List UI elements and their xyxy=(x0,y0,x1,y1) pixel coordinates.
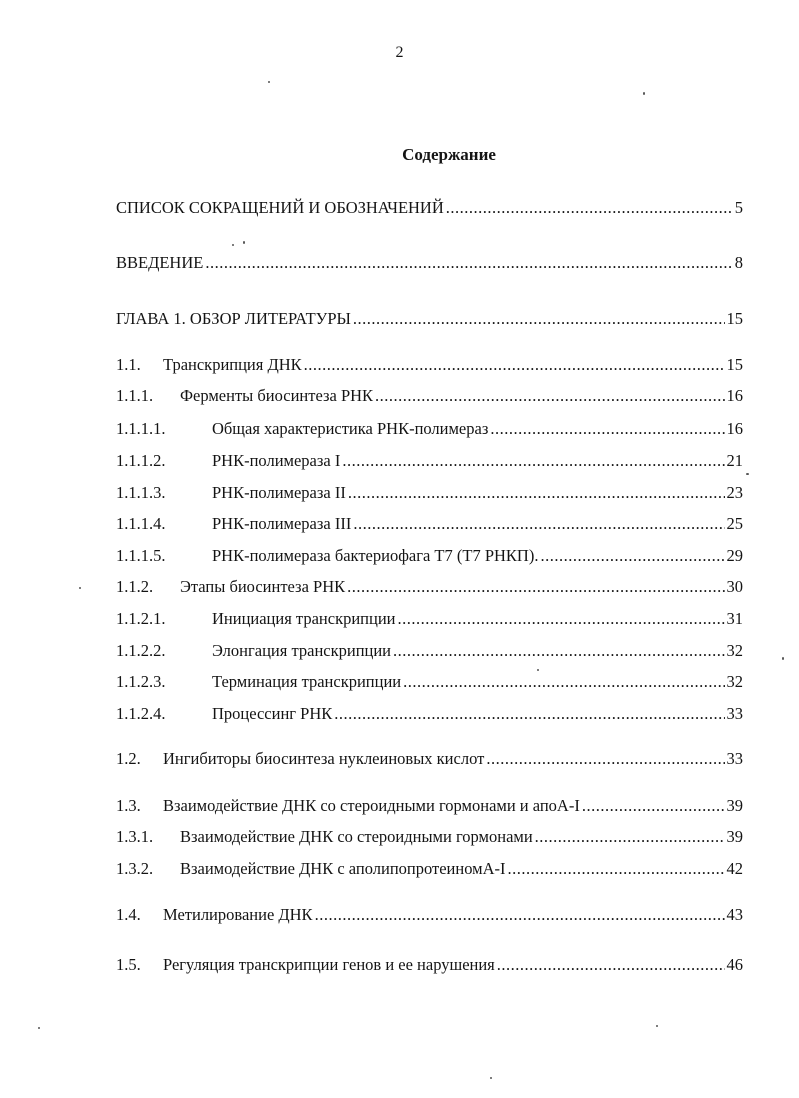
toc-leader-dots xyxy=(348,482,725,504)
toc-entry-text: Общая характеристика РНК-полимераз xyxy=(212,419,489,438)
scan-speck xyxy=(746,473,749,475)
toc-leader-dots xyxy=(398,608,725,630)
toc-entry-text: Процессинг РНК xyxy=(212,704,333,723)
scan-speck xyxy=(38,1027,40,1029)
toc-entry-number: 1.1.1.2. xyxy=(116,451,166,470)
toc-entry-text: СПИСОК СОКРАЩЕНИЙ И ОБОЗНАЧЕНИЙ xyxy=(116,198,444,217)
toc-entry-text: ВВЕДЕНИЕ xyxy=(116,253,204,272)
toc-entry-text: РНК-полимераза I xyxy=(212,451,341,470)
toc-entry xyxy=(116,826,743,848)
toc-leader-dots xyxy=(205,252,732,274)
toc-entry-page: 42 xyxy=(726,859,743,878)
toc-entry-number: 1.5. xyxy=(116,955,141,974)
toc-entry-page: 21 xyxy=(726,451,743,470)
toc-entry-text: Регуляция транскрипции генов и ее нарушения xyxy=(163,955,495,974)
toc-leader-dots xyxy=(342,450,724,472)
toc-entry-number: 1.1.1.4. xyxy=(116,514,166,533)
toc-entry xyxy=(116,513,743,535)
toc-entry xyxy=(116,640,743,662)
scan-speck xyxy=(782,657,784,660)
toc-entry-text: Терминация транскрипции xyxy=(212,672,402,691)
toc-entry xyxy=(116,482,743,504)
toc-leader-dots xyxy=(497,954,725,976)
toc-entry-number: 1.2. xyxy=(116,749,141,768)
toc-entry-number: 1.1.1. xyxy=(116,386,154,405)
toc-entry-number: 1.1.2.3. xyxy=(116,672,166,691)
toc-entry-text: Элонгация транскрипции xyxy=(212,641,392,660)
toc-leader-dots xyxy=(508,858,725,880)
scan-speck xyxy=(268,81,270,83)
toc-entry xyxy=(116,671,743,693)
toc-leader-dots xyxy=(375,385,724,407)
toc-entry-number: 1.1.2. xyxy=(116,577,154,596)
toc-entry-text: РНК-полимераза бактериофага Т7 (Т7 РНКП). xyxy=(212,546,539,565)
toc-entry xyxy=(116,576,743,598)
toc-entry-page: 30 xyxy=(726,577,743,596)
scan-speck xyxy=(232,244,234,246)
toc-leader-dots xyxy=(582,795,725,817)
toc-entry-page: 33 xyxy=(726,704,743,723)
toc-leader-dots xyxy=(540,545,724,567)
toc-entry-number: 1.1.1.1. xyxy=(116,419,166,438)
toc-entry xyxy=(116,418,743,440)
toc-entry-text: Инициация транскрипции xyxy=(212,609,396,628)
toc-entry-text: Транскрипция ДНК xyxy=(163,355,302,374)
scan-speck xyxy=(490,1077,492,1079)
toc-entry-page: 25 xyxy=(726,514,743,533)
toc-entry-page: 29 xyxy=(726,546,743,565)
toc-entry xyxy=(116,608,743,630)
toc-entry xyxy=(116,385,743,407)
toc-entry-page: 15 xyxy=(726,355,743,374)
toc-entry-page: 16 xyxy=(726,419,743,438)
scan-speck xyxy=(79,587,81,589)
toc-entry-number: 1.3. xyxy=(116,796,141,815)
toc-entry-page: 43 xyxy=(726,905,743,924)
toc-entry xyxy=(116,795,743,817)
toc-entry-text: Взаимодействие ДНК со стероидными гормонами xyxy=(180,827,533,846)
toc-entry-number: 1.3.2. xyxy=(116,859,154,878)
toc-entry-page: 5 xyxy=(734,198,743,217)
toc-entry-number: 1.1.2.1. xyxy=(116,609,166,628)
toc-leader-dots xyxy=(490,418,724,440)
toc-entry xyxy=(116,904,743,926)
scan-speck xyxy=(243,241,245,244)
toc-entry-number: 1.3.1. xyxy=(116,827,154,846)
toc-entry-page: 16 xyxy=(726,386,743,405)
toc-entry xyxy=(116,858,743,880)
toc-entry-text: Ферменты биосинтеза РНК xyxy=(180,386,374,405)
toc-entry-page: 39 xyxy=(726,827,743,846)
toc-entry xyxy=(116,450,743,472)
toc-entry-text: Взаимодействие ДНК с аполипопротеиномА-I xyxy=(180,859,506,878)
toc-leader-dots xyxy=(304,354,725,376)
toc-entry-page: 23 xyxy=(726,483,743,502)
toc-entry-text: Метилирование ДНК xyxy=(163,905,313,924)
toc-leader-dots xyxy=(535,826,725,848)
toc-entry-number: 1.1.2.4. xyxy=(116,704,166,723)
toc-entry xyxy=(116,748,743,770)
scan-speck xyxy=(643,92,645,95)
toc-entry-number: 1.4. xyxy=(116,905,141,924)
toc-entry-text: Этапы биосинтеза РНК xyxy=(180,577,346,596)
toc-entry-number: 1.1.1.3. xyxy=(116,483,166,502)
toc-leader-dots xyxy=(347,576,724,598)
toc-entry-page: 32 xyxy=(726,641,743,660)
toc-entry-text: Взаимодействие ДНК со стероидными гормонами и апоА-I xyxy=(163,796,580,815)
page-number: 2 xyxy=(395,44,404,61)
toc-entry-page: 32 xyxy=(726,672,743,691)
toc-title: Содержание xyxy=(402,145,496,164)
toc-leader-dots xyxy=(315,904,725,926)
toc-leader-dots xyxy=(353,513,724,535)
scan-speck xyxy=(656,1025,658,1027)
toc-entry-text: РНК-полимераза III xyxy=(212,514,352,533)
toc-entry-page: 46 xyxy=(726,955,743,974)
toc-leader-dots xyxy=(353,308,725,330)
toc-leader-dots xyxy=(446,197,733,219)
toc-leader-dots xyxy=(403,671,724,693)
toc-entry xyxy=(116,545,743,567)
toc-entry-page: 8 xyxy=(734,253,743,272)
toc-entry-page: 31 xyxy=(726,609,743,628)
toc-entry xyxy=(116,197,743,219)
toc-entry-page: 33 xyxy=(726,749,743,768)
toc-entry-number: 1.1. xyxy=(116,355,141,374)
toc-entry-text: РНК-полимераза II xyxy=(212,483,346,502)
toc-leader-dots xyxy=(486,748,724,770)
toc-entry-text: ГЛАВА 1. ОБЗОР ЛИТЕРАТУРЫ xyxy=(116,309,351,328)
toc-entry-page: 15 xyxy=(726,309,743,328)
toc-entry-number: 1.1.1.5. xyxy=(116,546,166,565)
toc-entry xyxy=(116,703,743,725)
toc-leader-dots xyxy=(334,703,724,725)
toc-entry xyxy=(116,354,743,376)
toc-entry-page: 39 xyxy=(726,796,743,815)
scan-speck xyxy=(537,669,539,671)
toc-entry xyxy=(116,308,743,330)
toc-entry-number: 1.1.2.2. xyxy=(116,641,166,660)
toc-leader-dots xyxy=(393,640,724,662)
toc-entry-text: Ингибиторы биосинтеза нуклеиновых кислот xyxy=(163,749,485,768)
toc-entry xyxy=(116,954,743,976)
toc-entry xyxy=(116,252,743,274)
